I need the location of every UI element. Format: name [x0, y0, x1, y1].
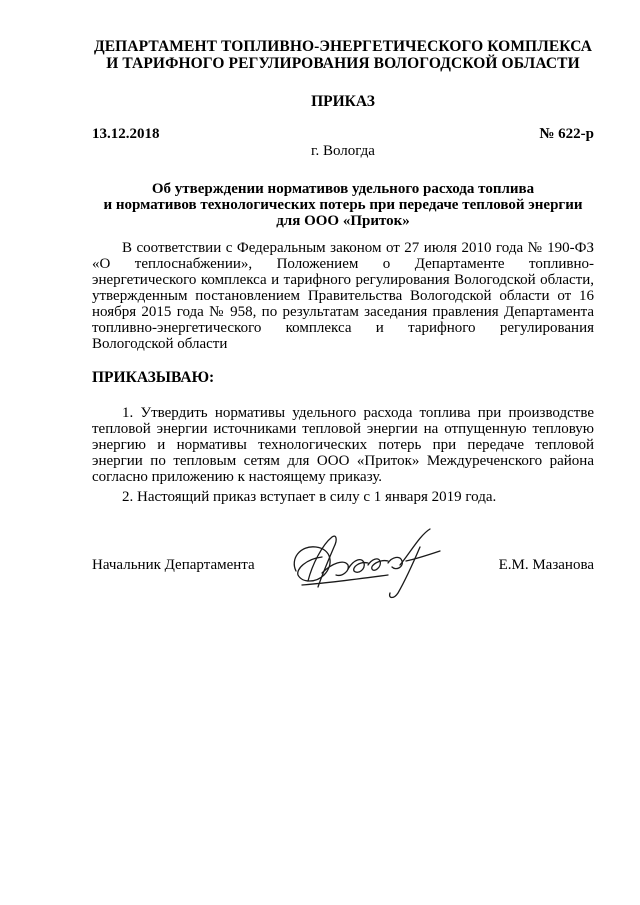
handwritten-signature — [288, 525, 460, 603]
title-line-1: Об утверждении нормативов удельного расхода топлива — [151, 181, 535, 197]
document-date: 13.12.2018 — [92, 126, 160, 142]
order-item-1: 1. Утвердить нормативы удельного расхода топлива при производстве тепловой энергии источниками тепловой энергии на отпущенную тепловую энергию и нормативы технологических потерь при передаче тепловой энергии по тепловым сетям для ООО «Приток» Междуреченского района согласно приложению к настоящему приказу. — [92, 405, 594, 485]
order-word: ПРИКАЗЫВАЮ: — [92, 369, 215, 386]
title-line-2: и нормативов технологических потерь при передаче тепловой энергии — [103, 197, 583, 213]
title-line-3: для ООО «Приток» — [276, 213, 410, 229]
signatory-name: Е.М. Мазанова — [498, 557, 594, 573]
document-type: ПРИКАЗ — [311, 93, 375, 110]
document-city: г. Вологда — [311, 143, 375, 159]
department-header — [92, 38, 594, 72]
header-line-1: ДЕПАРТАМЕНТ ТОПЛИВНО-ЭНЕРГЕТИЧЕСКОГО КОМПЛЕКСА — [93, 38, 593, 55]
order-item-2: 2. Настоящий приказ вступает в силу с 1 января 2019 года. — [122, 489, 497, 505]
signatory-position: Начальник Департамента — [92, 557, 255, 573]
document-page — [92, 0, 594, 905]
document-title — [92, 181, 594, 229]
header-line-2: И ТАРИФНОГО РЕГУЛИРОВАНИЯ ВОЛОГОДСКОЙ ОБЛАСТИ — [106, 55, 580, 72]
preamble-paragraph: В соответствии с Федеральным законом от 27 июля 2010 года № 190-ФЗ «О теплоснабжении», Положением о Департаменте топливно-энергетического комплекса и тарифного регулирования Вологодской области, утвержденным постановлением Правительства Вологодской области от 16 ноября 2015 года № 958, по результатам заседания правления Департамента топливно-энергетического комплекса и тарифного регулирования Вологодской области — [92, 240, 594, 352]
document-number: № 622-р — [539, 126, 594, 142]
